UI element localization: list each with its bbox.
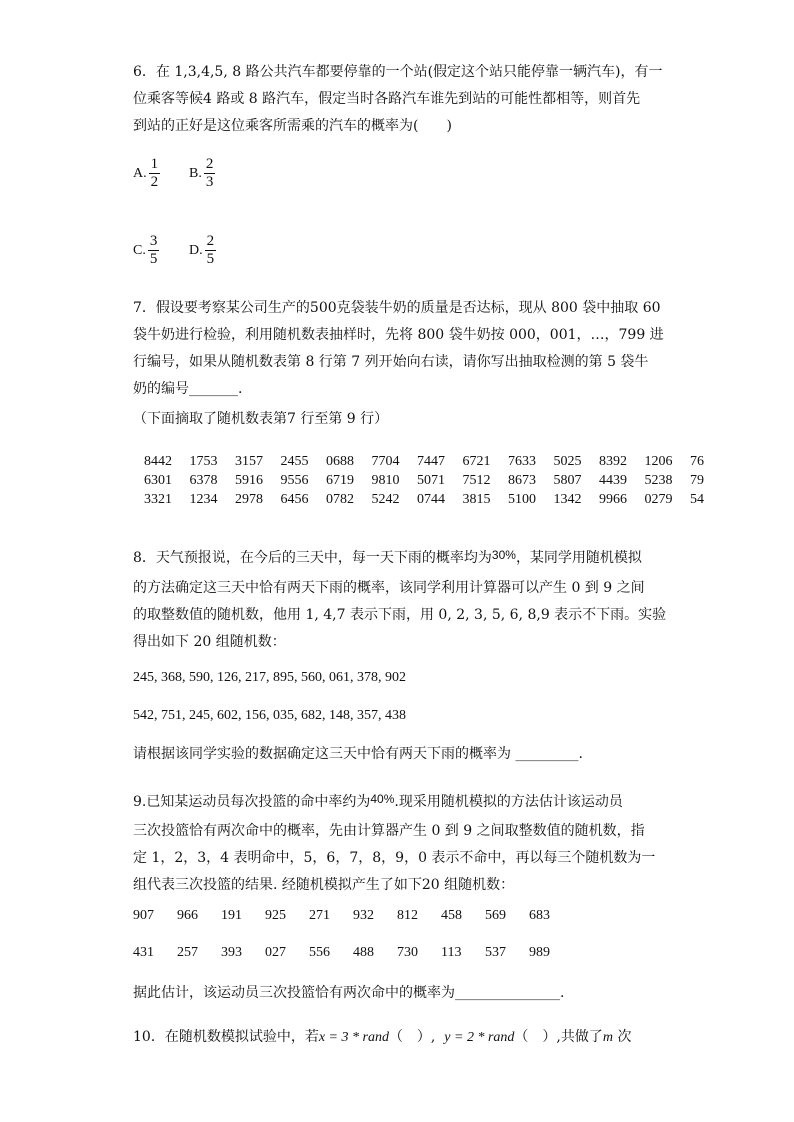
q8-line3: 的取整数值的随机数，他用 1, 4,7 表示下雨，用 0, 2, 3, 5, 6, 8,9 表示不下雨。实验 xyxy=(133,607,667,623)
option-label: D. xyxy=(189,242,203,258)
random-number: 431 xyxy=(133,945,154,960)
random-table-cell: 1753 xyxy=(189,453,218,469)
option-label: A. xyxy=(133,165,147,181)
random-number: 907 xyxy=(133,908,154,923)
random-table-cell: 3157 xyxy=(235,453,263,469)
random-table-cell: 5071 xyxy=(417,472,445,488)
random-number: 569 xyxy=(485,908,506,923)
q9-random-row-2 xyxy=(133,945,573,961)
q6-option-d xyxy=(189,234,216,267)
q9-line4: 组代表三次投篮的结果. 经随机模拟产生了如下20 组随机数： xyxy=(133,877,515,893)
option-label: C. xyxy=(133,242,146,258)
q10-expr-y: y = 2 * rand xyxy=(444,1030,515,1045)
random-table-cell: 5807 xyxy=(553,472,582,488)
random-table-cell: 9556 xyxy=(280,472,309,488)
random-number: 458 xyxy=(441,908,462,923)
q8-line1-text: 8．天气预报说，在今后的三天中，每一天下雨的概率均为 xyxy=(133,550,492,566)
q10-paren-1: （ ）, xyxy=(388,1029,436,1045)
random-table-cell: 8442 xyxy=(144,453,172,469)
q10-end: 次 xyxy=(617,1029,632,1045)
random-table-cell: 9810 xyxy=(371,472,400,488)
q7-line1: 7．假设要考察某公司生产的500克袋装牛奶的质量是否达标，现从 800 袋中抽取 60 xyxy=(133,300,661,316)
random-number: 257 xyxy=(177,945,198,960)
random-table-cell: 5238 xyxy=(644,472,673,488)
random-table-cell: 2455 xyxy=(280,453,309,469)
numerator: 1 xyxy=(150,156,159,172)
random-table-cell: 1342 xyxy=(553,491,582,507)
random-table-row xyxy=(144,452,710,471)
random-table-cell: 1234 xyxy=(189,491,218,507)
random-number: 271 xyxy=(309,908,330,923)
q10-paren-2: （ ）, xyxy=(514,1029,561,1045)
q9-line3: 定 1，2，3，4 表明命中，5，6，7，8，9，0 表示不命中，再以每三个随机数为一 xyxy=(133,850,656,866)
random-number: 191 xyxy=(221,908,242,923)
denominator: 3 xyxy=(205,174,214,190)
q6-line2: 位乘客等候4 路或 8 路汽车，假定当时各路汽车谁先到站的可能性都相等，则首先 xyxy=(133,91,641,107)
q6-line1: 6．在 1,3,4,5, 8 路公共汽车都要停靠的一个站(假定这个站只能停靠一辆汽车)，有一 xyxy=(133,64,663,80)
random-table-cell: 7447 xyxy=(417,453,445,469)
numerator: 2 xyxy=(205,156,214,172)
q7-note: （下面摘取了随机数表第7 行至第 9 行） xyxy=(133,411,389,427)
random-table-cell: 0688 xyxy=(326,453,354,469)
denominator: 2 xyxy=(150,174,159,190)
random-number: 027 xyxy=(265,945,286,960)
random-table-cell: 6456 xyxy=(280,491,309,507)
random-number: 113 xyxy=(441,945,462,960)
random-table-cell: 1206 xyxy=(644,453,673,469)
random-number: 393 xyxy=(221,945,242,960)
random-number: 488 xyxy=(353,945,374,960)
random-table-cell: 79 xyxy=(690,472,704,488)
random-number: 730 xyxy=(397,945,418,960)
random-table-cell: 7704 xyxy=(371,453,400,469)
random-number: 925 xyxy=(265,908,286,923)
q8-line2: 的方法确定这三天中恰有两天下雨的概率，该同学利用计算器可以产生 0 到 9 之间 xyxy=(133,580,645,596)
q8-percent: 30% xyxy=(491,548,516,562)
q6-option-a xyxy=(133,157,160,190)
random-table-cell: 8392 xyxy=(599,453,627,469)
q9-line1 xyxy=(133,792,623,812)
q9-random-row-1 xyxy=(133,908,573,924)
q10-var-m: m xyxy=(602,1030,613,1045)
random-number: 812 xyxy=(397,908,418,923)
random-number: 989 xyxy=(529,945,550,960)
random-table-cell: 54 xyxy=(690,491,704,507)
random-number-table xyxy=(144,452,710,509)
q6-option-b xyxy=(189,157,215,190)
random-table-cell: 0782 xyxy=(326,491,354,507)
q10-line1 xyxy=(133,1027,631,1048)
random-table-cell: 3321 xyxy=(144,491,172,507)
q7-line3: 行编号，如果从随机数表第 8 行第 7 列开始向右读，请你写出抽取检测的第 5 袋牛 xyxy=(133,354,649,370)
random-table-cell: 0279 xyxy=(644,491,673,507)
random-table-cell: 3815 xyxy=(462,491,491,507)
random-table-cell: 6378 xyxy=(189,472,218,488)
q9-ask: 据此估计，该运动员三次投篮恰有两次命中的概率为_______________. xyxy=(133,985,565,1001)
q9-line2: 三次投篮恰有两次命中的概率，先由计算器产生 0 到 9 之间取整数值的随机数，指 xyxy=(133,823,645,839)
q10-suffix: 共做了 xyxy=(560,1029,603,1045)
q8-random-row-1: 245, 368, 590, 126, 217, 895, 560, 061, 378, 902 xyxy=(133,670,406,685)
random-table-cell: 6721 xyxy=(462,453,491,469)
random-table-cell: 76 xyxy=(690,453,704,469)
fraction xyxy=(149,157,161,190)
q7-line2: 袋牛奶进行检验，利用随机数表抽样时，先将 800 袋牛奶按 000，001，…，799 进 xyxy=(133,327,664,343)
random-number: 537 xyxy=(485,945,506,960)
random-table-cell: 7633 xyxy=(508,453,536,469)
numerator: 3 xyxy=(149,233,158,249)
random-number: 556 xyxy=(309,945,330,960)
random-number: 932 xyxy=(353,908,374,923)
numerator: 2 xyxy=(206,233,215,249)
option-label: B. xyxy=(189,165,202,181)
q8-ask: 请根据该同学实验的数据确定这三天中恰有两天下雨的概率为 _________. xyxy=(133,746,583,762)
q8-line1 xyxy=(133,548,642,568)
q9-line1-text-end: .现采用随机模拟的方法估计该运动员 xyxy=(394,794,623,810)
q10-expr-x: x = 3 * rand xyxy=(318,1030,389,1045)
random-table-cell: 0744 xyxy=(417,491,445,507)
q8-line4: 得出如下 20 组随机数： xyxy=(133,634,286,650)
denominator: 5 xyxy=(149,251,158,267)
fraction xyxy=(205,234,217,267)
random-table-row xyxy=(144,471,710,490)
random-table-cell: 2978 xyxy=(235,491,263,507)
q9-line1-text: 9.已知某运动员每次投篮的命中率约为 xyxy=(133,794,371,810)
random-table-cell: 8673 xyxy=(508,472,536,488)
q8-random-row-2: 542, 751, 245, 602, 156, 035, 682, 148, 357, 438 xyxy=(133,708,406,723)
q7-line4: 奶的编号_______. xyxy=(133,381,243,397)
random-table-cell: 4439 xyxy=(599,472,627,488)
q6-line3: 到站的正好是这位乘客所需乘的汽车的概率为( ) xyxy=(133,118,452,134)
random-table-cell: 7512 xyxy=(462,472,491,488)
random-table-cell: 6719 xyxy=(326,472,354,488)
denominator: 5 xyxy=(206,251,215,267)
q9-percent: 40% xyxy=(370,792,395,806)
random-table-cell: 5025 xyxy=(553,453,582,469)
random-number: 683 xyxy=(529,908,550,923)
random-table-cell: 5100 xyxy=(508,491,536,507)
random-table-cell: 5916 xyxy=(235,472,263,488)
q8-line1-text-end: ，某同学用随机模拟 xyxy=(515,550,642,566)
random-table-cell: 6301 xyxy=(144,472,172,488)
q6-option-c xyxy=(133,234,159,267)
q10-prefix: 10．在随机数模拟试验中，若 xyxy=(133,1029,319,1045)
fraction xyxy=(148,234,160,267)
random-number: 966 xyxy=(177,908,198,923)
random-table-cell: 5242 xyxy=(371,491,400,507)
random-table-cell: 9966 xyxy=(599,491,627,507)
fraction xyxy=(204,157,216,190)
random-table-row xyxy=(144,490,710,509)
